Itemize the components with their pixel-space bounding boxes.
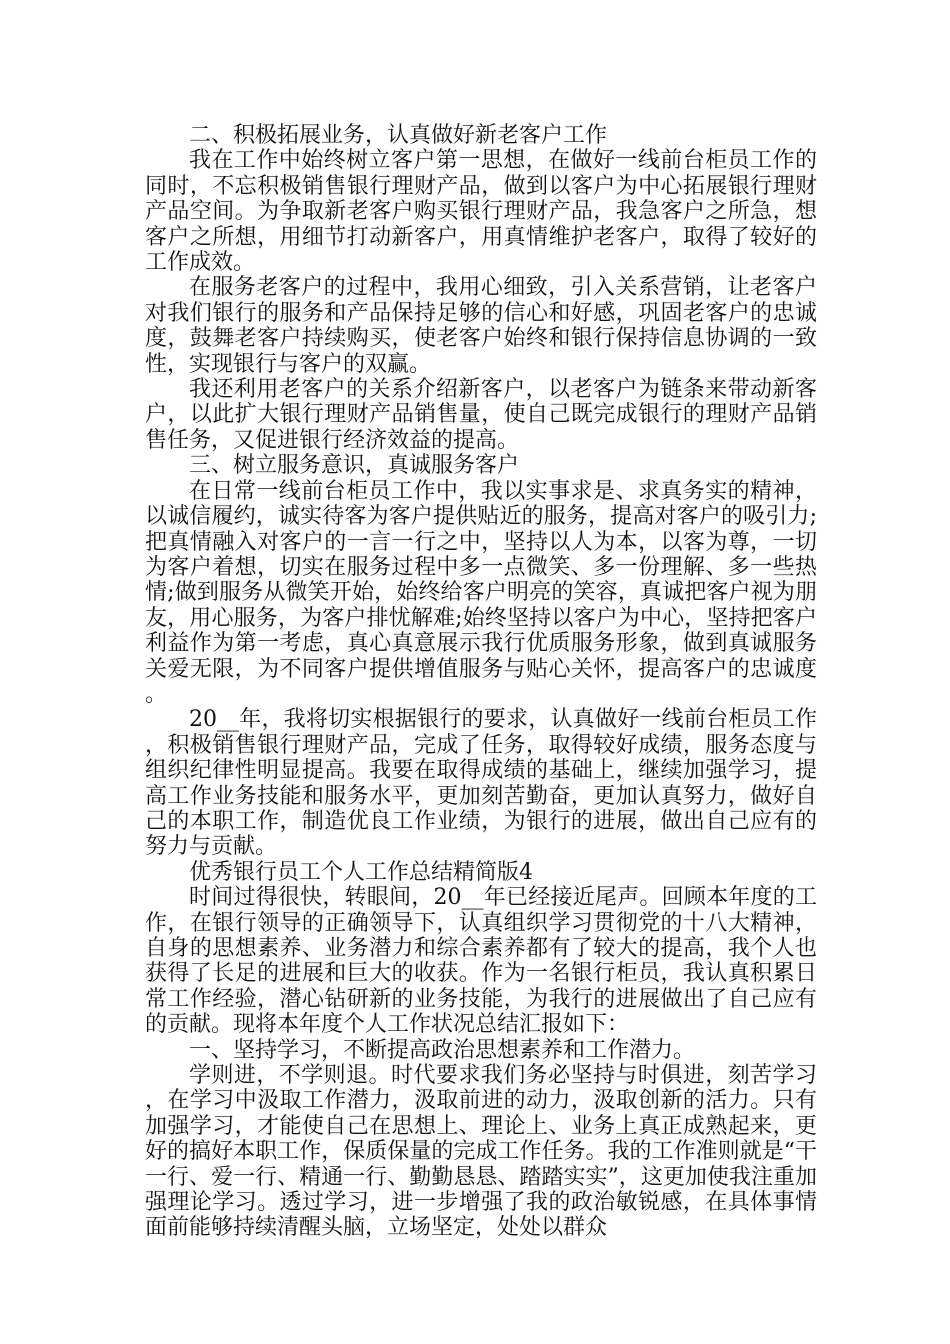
section-title: 优秀银行员工个人工作总结精简版4 — [189, 859, 533, 885]
paragraph: 时间过得很快，转眼间，20__年已经接近尾声。回顾本年度的工作，在银行领导的正确领导下，认真组织学习贯彻党的十八大精神，自身的思想素养、业务潜力和综合素养都有了较大的提高，我个人也获得了长足的进展和巨大的收获。作为一名银行柜员，我认真积累日常工作经验，潜心钻研新的业务技能，为我行的进展做出了自己应有的贡献。现将本年度个人工作状况总结汇报如下： — [145, 885, 817, 1038]
paragraph-heading-3: 三、树立服务意识，真诚服务客户 — [189, 453, 520, 479]
paragraph: 在日常一线前台柜员工作中，我以实事求是、求真务实的精神，以诚信履约，诚实待客为客户提供贴近的服务，提高对客户的吸引力;把真情融入对客户的一言一行之中，坚持以人为本，以客为尊，一切为客户着想，切实在服务过程中多一点微笑、多一份理解、多一些热情;做到服务从微笑开始，始终给客户明亮的笑容，真诚把客户视为朋友，用心服务，为客户排忧解难;始终坚持以客户为中心，坚持把客户利益作为第一考虑，真心真意展示我行优质服务形象，做到真诚服务关爱无限，为不同客户提供增值服务与贴心关怀，提高客户的忠诚度。 — [145, 478, 817, 707]
paragraph: 我在工作中始终树立客户第一思想，在做好一线前台柜员工作的同时，不忘积极销售银行理财产品，做到以客户为中心拓展银行理财产品空间。为争取新老客户购买银行理财产品，我急客户之所急，想客户之所想，用细节打动新客户，用真情维护老客户，取得了较好的工作成效。 — [145, 148, 817, 276]
paragraph-heading-2: 二、积极拓展业务，认真做好新老客户工作 — [189, 123, 608, 148]
paragraph: 20__年，我将切实根据银行的要求，认真做好一线前台柜员工作，积极销售银行理财产品，完成了任务，取得较好成绩，服务态度与组织纪律性明显提高。我要在取得成绩的基础上，继续加强学习，提高工作业务技能和服务水平，更加刻苦勤奋，更加认真努力，做好自己的本职工作，制造优良工作业绩，为银行的进展，做出自己应有的努力与贡献。 — [145, 707, 817, 860]
paragraph: 我还利用老客户的关系介绍新客户，以老客户为链条来带动新客户，以此扩大银行理财产品销售量，使自己既完成银行的理财产品销售任务，又促进银行经济效益的提高。 — [145, 377, 817, 453]
paragraph-heading-1: 一、坚持学习，不断提高政治思想素养和工作潜力。 — [189, 1037, 696, 1063]
paragraph: 在服务老客户的过程中，我用心细致，引入关系营销，让老客户对我们银行的服务和产品保持足够的信心和好感，巩固老客户的忠诚度，鼓舞老客户持续购买，使老客户始终和银行保持信息协调的一致性，实现银行与客户的双赢。 — [145, 275, 817, 377]
document-body — [145, 123, 817, 1241]
paragraph: 学则进，不学则退。时代要求我们务必坚持与时俱进，刻苦学习，在学习中汲取工作潜力，汲取前进的动力，汲取创新的活力。只有加强学习，才能使自己在思想上、理论上、业务上真正成熟起来，更好的搞好本职工作，保质保量的完成工作任务。我的工作准则就是“干一行、爱一行、精通一行、勤勤恳恳、踏踏实实”，这更加使我注重加强理论学习。透过学习，进一步增强了我的政治敏锐感，在具体事情面前能够持续清醒头脑，立场坚定，处处以群众 — [145, 1063, 817, 1241]
